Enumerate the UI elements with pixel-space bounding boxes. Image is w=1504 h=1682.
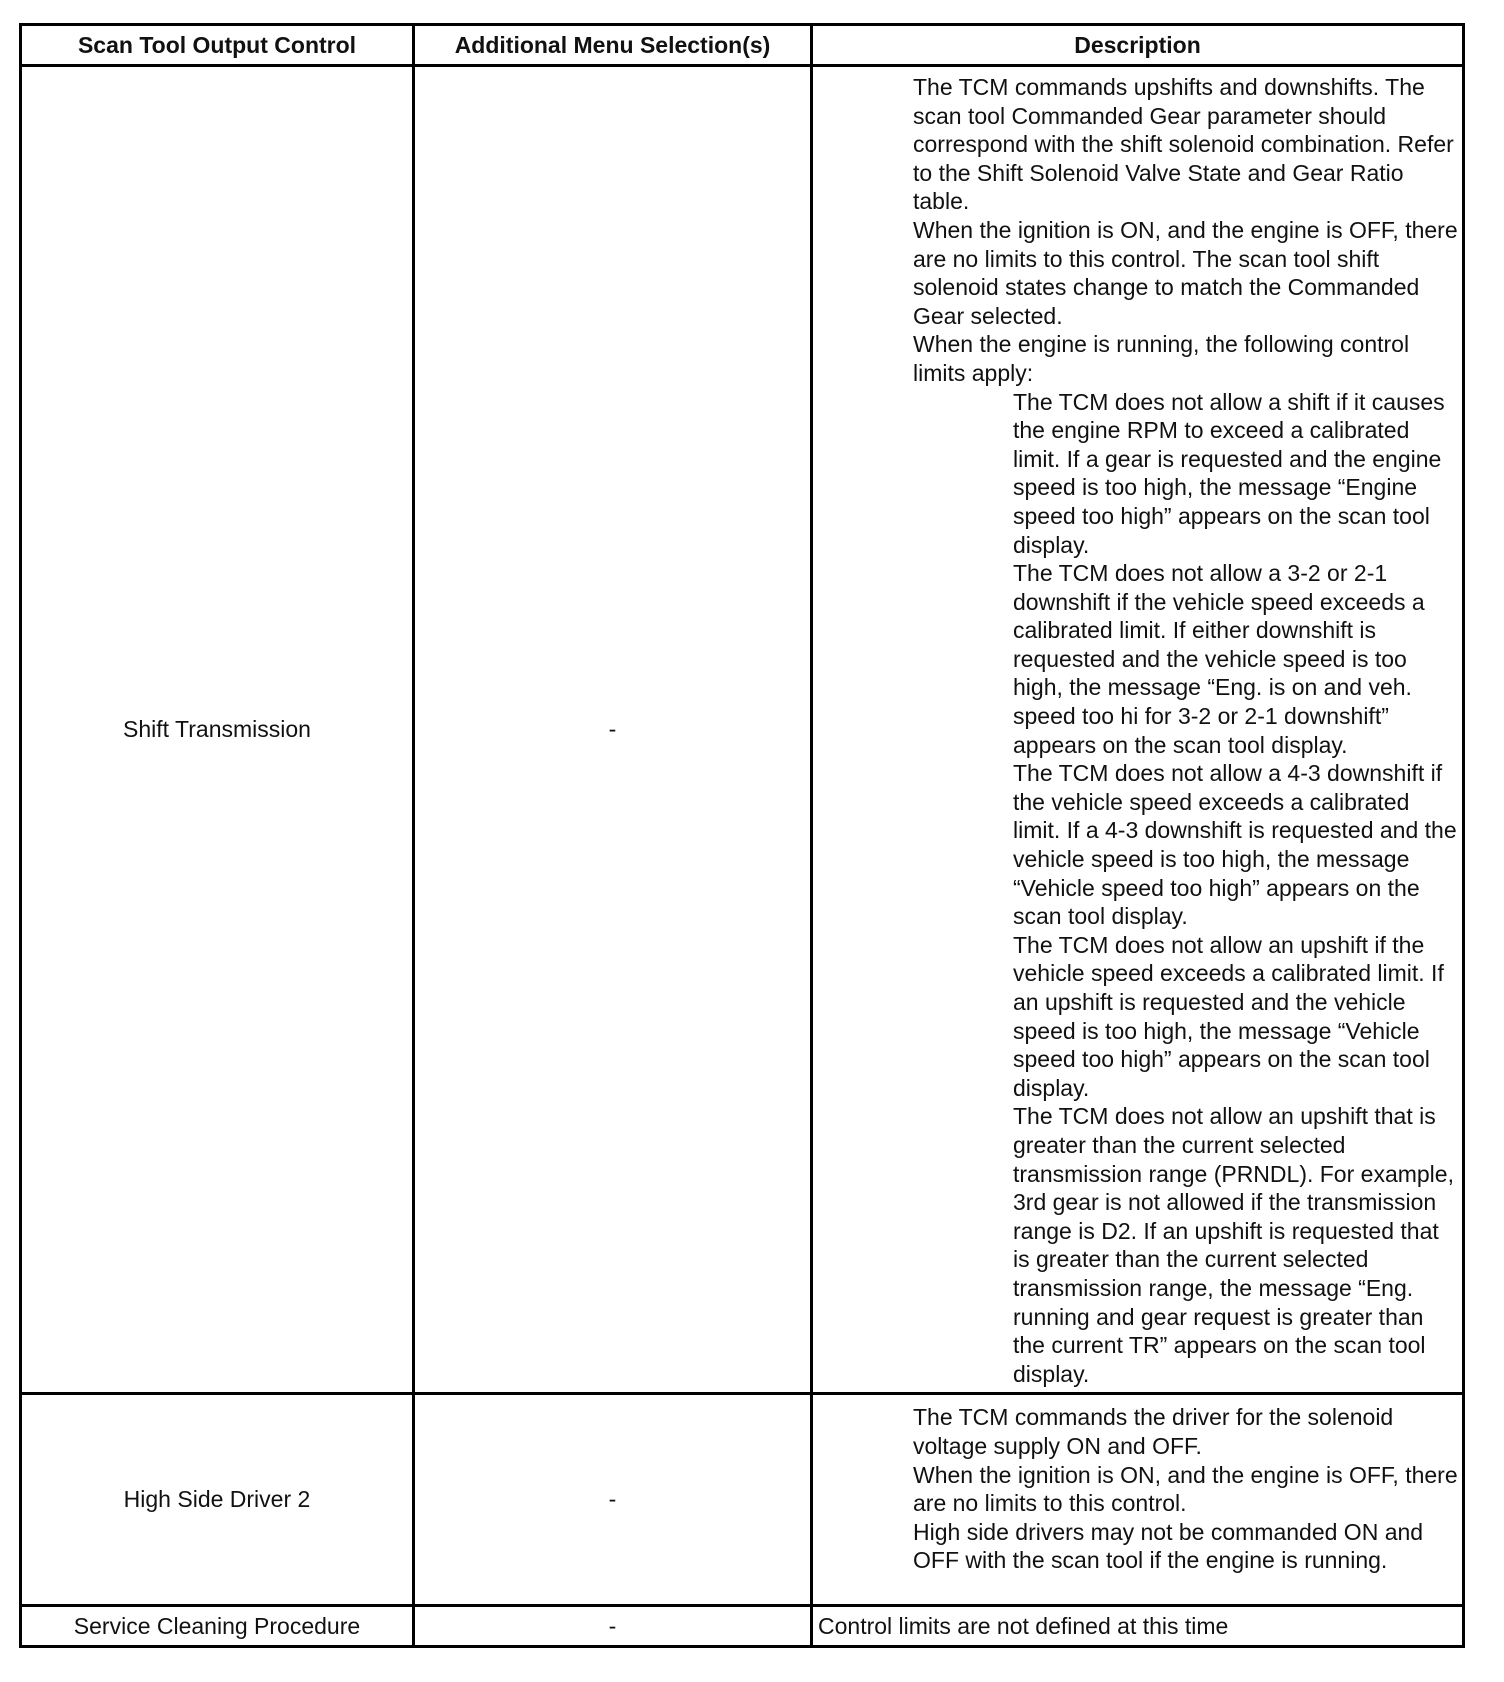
description-cell: Control limits are not defined at this time: [812, 1606, 1464, 1647]
control-name-cell: Shift Transmission: [21, 66, 414, 1394]
menu-selection-cell: -: [414, 1394, 812, 1606]
control-limit-item: The TCM does not allow an upshift if the vehicle speed exceeds a calibrated limit. If an upshift is requested and the vehicle speed is too high, the message “Vehicle speed too high” appears on the scan tool display.: [1013, 931, 1444, 1101]
output-control-table: [19, 23, 1465, 1648]
description-cell: [812, 1394, 1464, 1606]
table-row-shift-transmission: [21, 66, 1464, 1394]
control-limit-item: The TCM does not allow a 3-2 or 2-1 downshift if the vehicle speed exceeds a calibrated limit. If either downshift is requested and the vehicle speed is too high, the message “Eng. is on and veh. speed too hi for 3-2 or 2-1 downshift” appears on the scan tool display.: [1013, 560, 1425, 758]
table-row-high-side-driver-2: [21, 1394, 1464, 1606]
menu-selection-cell: -: [414, 1606, 812, 1647]
description-paragraph: The TCM commands upshifts and downshifts. The scan tool Commanded Gear parameter should correspond with the shift solenoid combination. Refer to the Shift Solenoid Valve State and Gear Ratio table.: [913, 74, 1454, 215]
control-name-cell: Service Cleaning Procedure: [21, 1606, 414, 1647]
description-paragraph: When the ignition is ON, and the engine is OFF, there are no limits to this control.: [913, 1461, 1458, 1517]
control-limit-item: The TCM does not allow a shift if it causes the engine RPM to exceed a calibrated limit. If a gear is requested and the engine speed is too high, the message “Engine speed too high” appears on the scan tool display.: [1013, 388, 1445, 558]
control-name-cell: High Side Driver 2: [21, 1394, 414, 1606]
header-additional-menu-selections: Additional Menu Selection(s): [414, 25, 812, 66]
description-paragraph: High side drivers may not be commanded ON and OFF with the scan tool if the engine is running.: [913, 1518, 1424, 1574]
table-header-row: [21, 25, 1464, 66]
table-row-service-cleaning-procedure: [21, 1606, 1464, 1647]
description-paragraph: The TCM commands the driver for the solenoid voltage supply ON and OFF.: [913, 1404, 1394, 1459]
description-body: [813, 1395, 1462, 1579]
control-limit-item: The TCM does not allow a 4-3 downshift if the vehicle speed exceeds a calibrated limit. If a 4-3 downshift is requested and the vehicle speed is too high, the message “Vehicle speed too high” appears on the scan tool display.: [1013, 760, 1457, 930]
control-limit-item: The TCM does not allow an upshift that is greater than the current selected transmission range (PRNDL). For example, 3rd gear is not allowed if the transmission range is D2. If an upshift is requested that is greater than the current selected transmission range, the message “Eng. running and gear request is greater than the current TR” appears on the scan tool display.: [1013, 1103, 1454, 1387]
header-scan-tool-output-control: Scan Tool Output Control: [21, 25, 414, 66]
description-body: [813, 67, 1462, 1392]
menu-selection-cell: -: [414, 66, 812, 1394]
description-paragraph: When the ignition is ON, and the engine is OFF, there are no limits to this control. The scan tool shift solenoid states change to match the Commanded Gear selected.: [913, 216, 1458, 329]
header-description: Description: [812, 25, 1464, 66]
description-paragraph: When the engine is running, the following control limits apply:: [913, 331, 1410, 386]
description-cell: [812, 66, 1464, 1394]
